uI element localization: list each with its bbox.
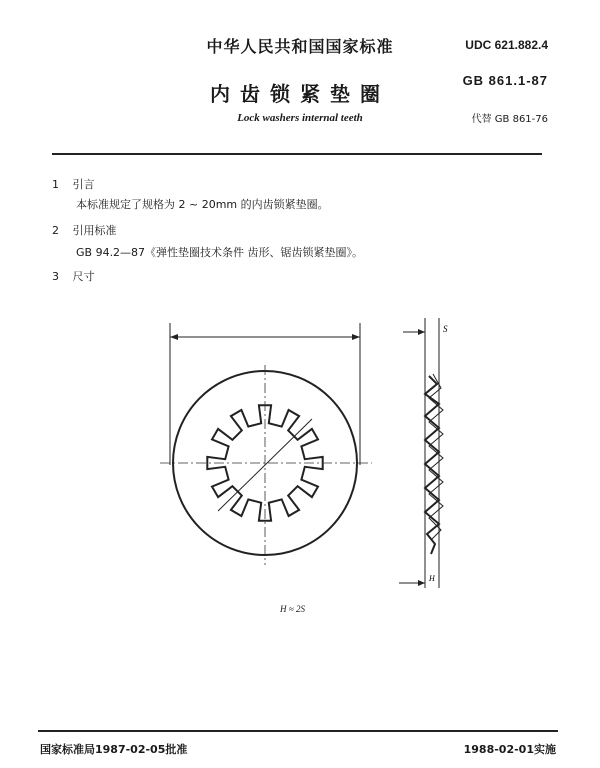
section-title: 引用标准 [72, 224, 117, 237]
height-label: H [429, 574, 435, 583]
washer-side-view-drawing [395, 318, 465, 598]
section-title: 尺寸 [72, 270, 95, 283]
thickness-label: S [443, 324, 448, 334]
section-2-text: GB 94.2—87《弹性垫圈技术条件 齿形、锯齿锁紧垫圈》。 [76, 246, 364, 259]
replaces-standard: 代替 GB 861-76 [471, 114, 548, 125]
section-title: 引言 [72, 178, 95, 191]
height-arrow [418, 580, 425, 586]
dimension-arrow-right [352, 334, 360, 340]
standard-number: GB 861.1-87 [462, 73, 548, 88]
section-number: 3 [52, 270, 59, 283]
header-rule [52, 153, 542, 155]
figure-caption: H ≈ 2S [280, 604, 305, 614]
section-3-heading [52, 268, 95, 284]
washer-front-view-drawing [150, 315, 390, 585]
document-title: 内齿锁紧垫圈 [210, 82, 390, 106]
dimension-arrow-left [170, 334, 178, 340]
section-1-text: 本标准规定了规格为 2 ~ 20mm 的内齿锁紧垫圈。 [76, 198, 329, 211]
section-2-heading [52, 222, 117, 238]
section-number: 1 [52, 178, 59, 191]
section-number: 2 [52, 224, 59, 237]
side-teeth-profile [425, 376, 439, 554]
footer-rule [38, 730, 558, 732]
approval-date: 国家标准局1987-02-05批准 [40, 743, 188, 756]
implementation-date: 1988-02-01实施 [463, 743, 556, 756]
english-title: Lock washers internal teeth [237, 112, 363, 124]
section-1-heading [52, 176, 95, 192]
udc-code: UDC 621.882.4 [465, 38, 548, 52]
issuing-organization: 中华人民共和国国家标准 [206, 37, 394, 56]
thickness-arrow [418, 329, 425, 335]
